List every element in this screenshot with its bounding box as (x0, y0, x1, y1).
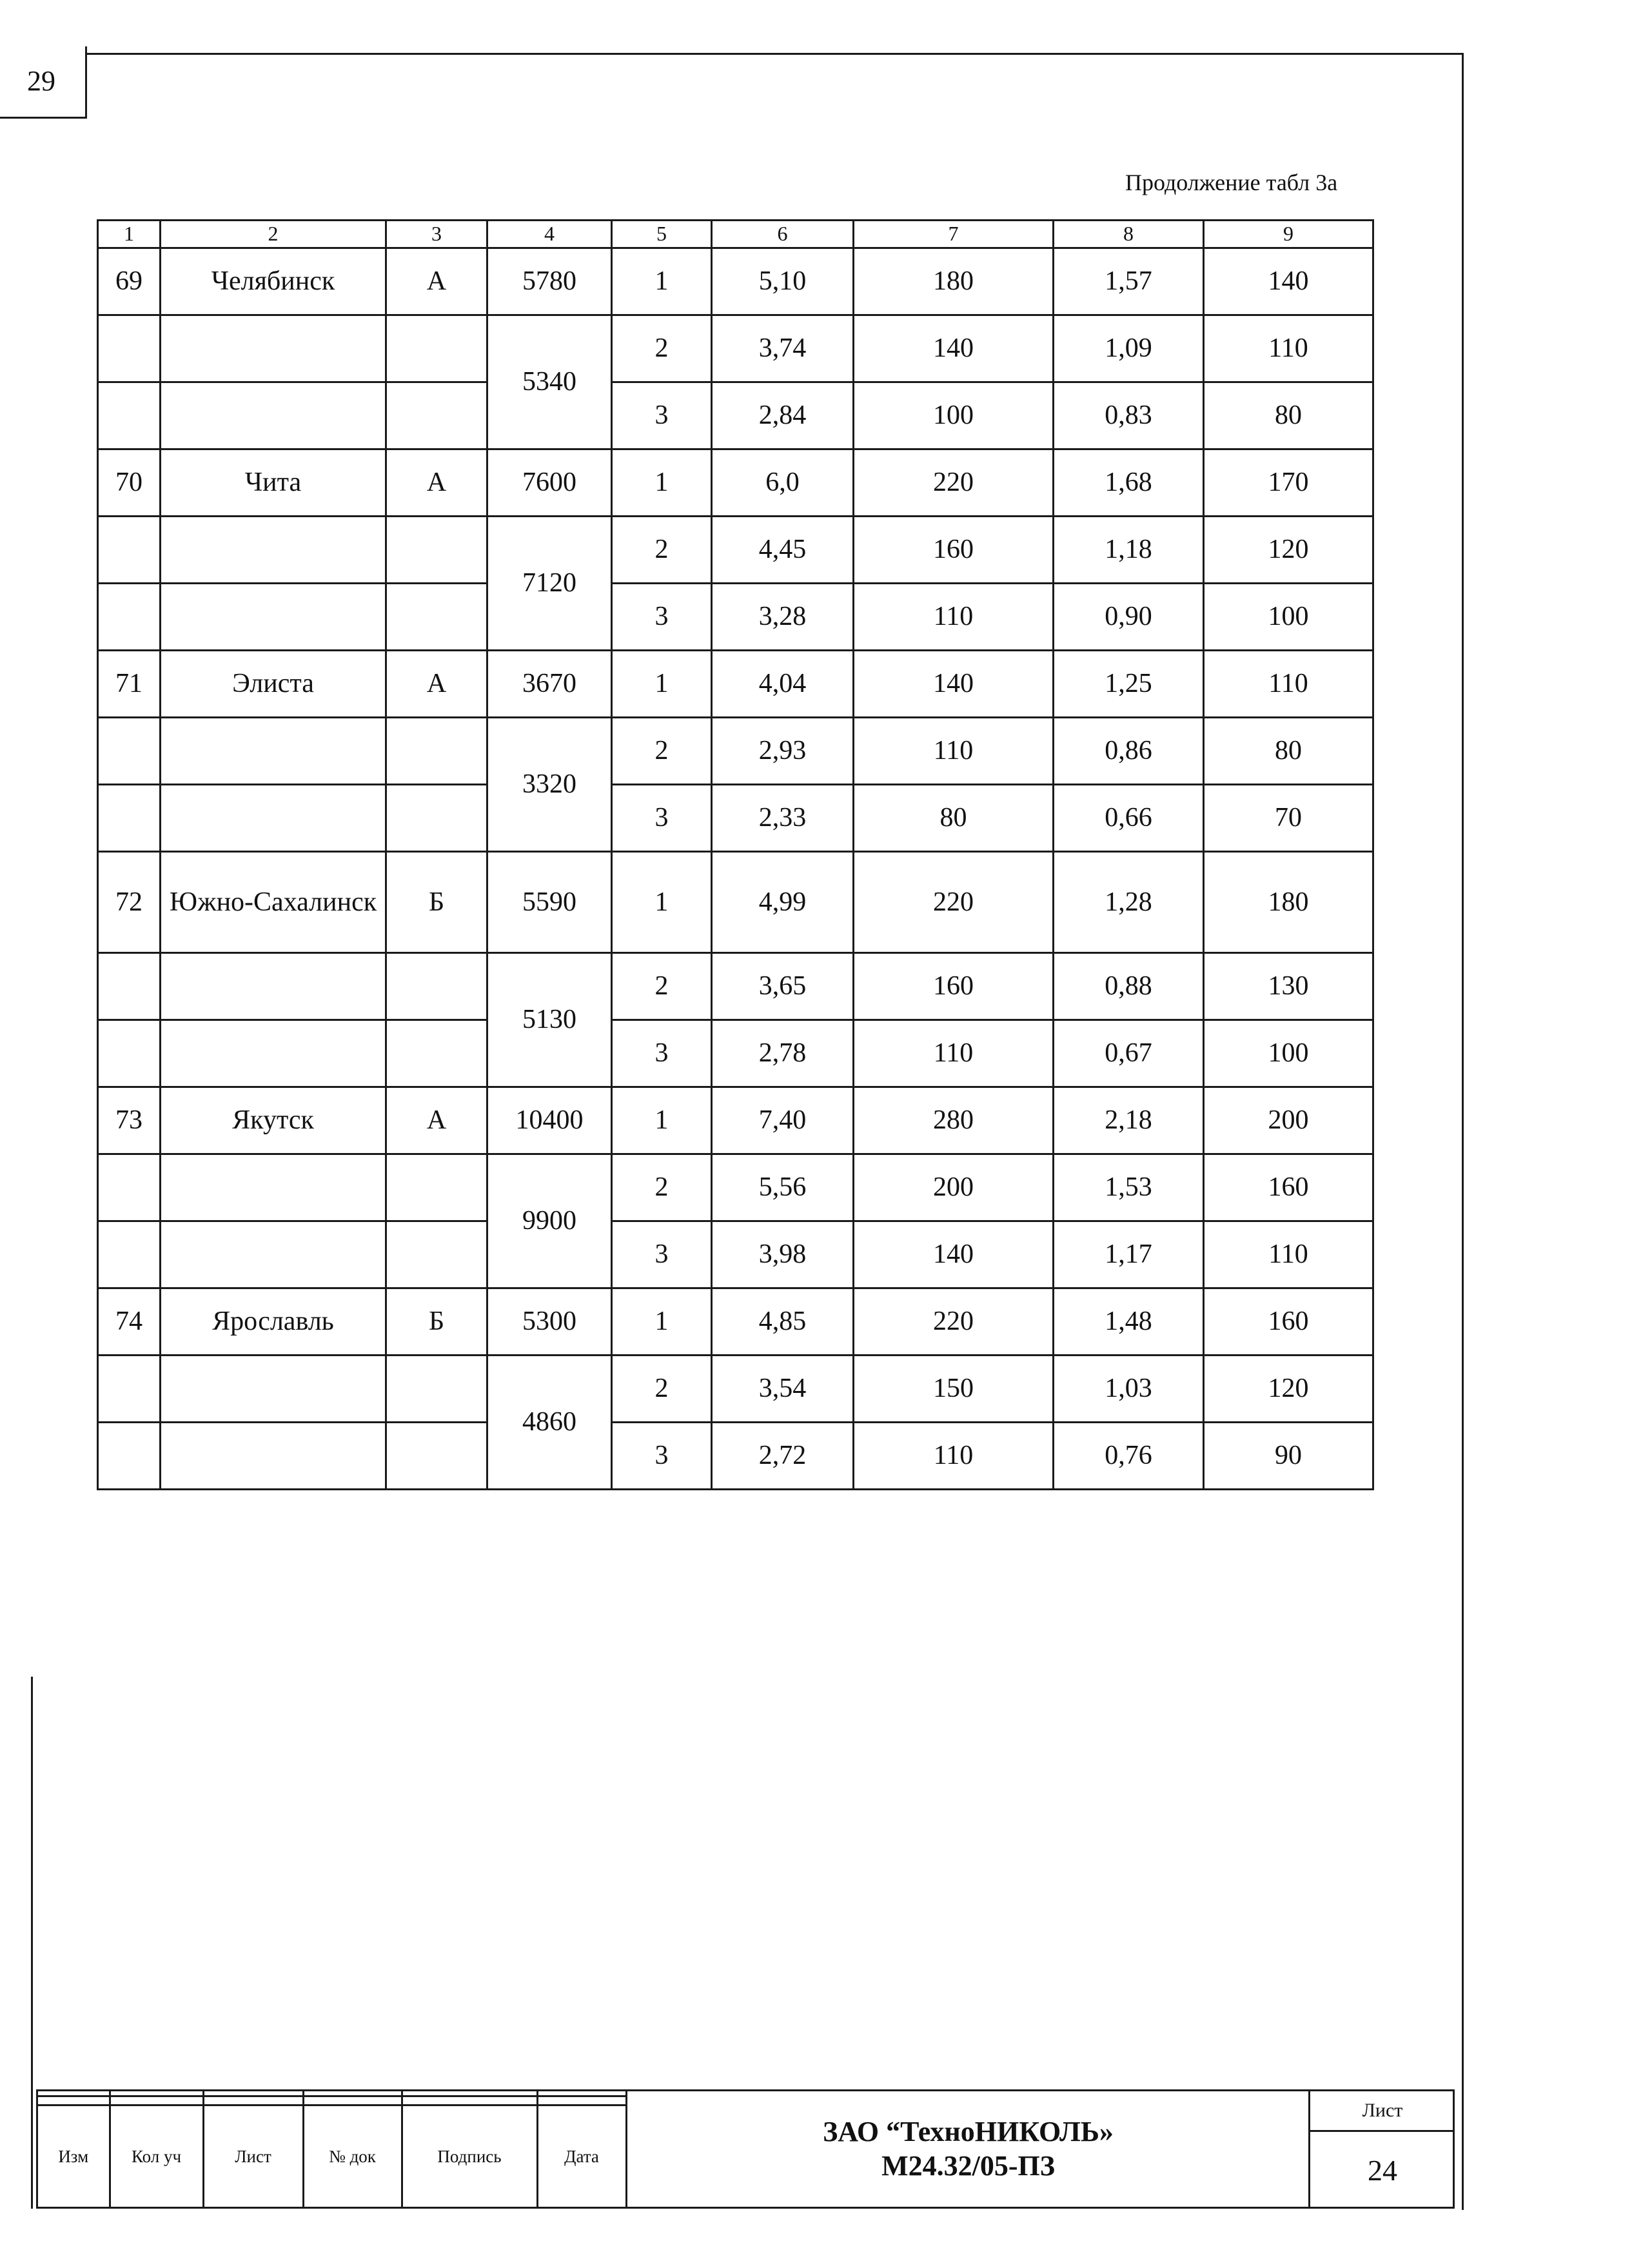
value-cell: 3,28 (712, 584, 854, 651)
city-name: Челябинск (161, 248, 386, 315)
value-cell: 3,65 (712, 953, 854, 1020)
column-number: 6 (712, 221, 854, 248)
value-cell: 110 (1204, 315, 1373, 382)
value-cell: 4,45 (712, 517, 854, 584)
col4-value: 9900 (487, 1154, 612, 1288)
stamp-label-izm: Изм (38, 2105, 110, 2207)
stamp-label-kol-uch: Кол уч (110, 2105, 203, 2207)
empty-cell (386, 517, 487, 584)
empty-cell (161, 1221, 386, 1288)
value-cell: 2,33 (712, 785, 854, 852)
empty-cell (386, 1356, 487, 1423)
zone-cell: Б (386, 1288, 487, 1356)
empty-cell (386, 1423, 487, 1490)
value-cell: 160 (1204, 1288, 1373, 1356)
company-name: ЗАО “ТехноНИКОЛЬ» (823, 2115, 1114, 2147)
empty-cell (386, 1154, 487, 1221)
sheet-box (1308, 2091, 1455, 2207)
table-row (98, 517, 1373, 584)
city-name: Ярославль (161, 1288, 386, 1356)
value-cell: 3 (612, 1020, 712, 1087)
value-cell: 7,40 (712, 1087, 854, 1154)
row-number: 74 (98, 1288, 161, 1356)
value-cell: 2 (612, 1154, 712, 1221)
data-table (97, 219, 1374, 1490)
value-cell: 2,84 (712, 382, 854, 449)
column-number: 7 (854, 221, 1054, 248)
col4-value: 4860 (487, 1356, 612, 1490)
value-cell: 200 (1204, 1087, 1373, 1154)
empty-cell (161, 1356, 386, 1423)
empty-cell (386, 1020, 487, 1087)
value-cell: 140 (854, 651, 1054, 718)
zone-cell: Б (386, 852, 487, 953)
col4-value: 3670 (487, 651, 612, 718)
value-cell: 1 (612, 1087, 712, 1154)
zone-cell: А (386, 449, 487, 517)
value-cell: 2 (612, 953, 712, 1020)
value-cell: 5,10 (712, 248, 854, 315)
empty-cell (161, 1423, 386, 1490)
value-cell: 0,90 (1054, 584, 1204, 651)
value-cell: 3,98 (712, 1221, 854, 1288)
stamp-cell (203, 2091, 303, 2096)
value-cell: 3 (612, 785, 712, 852)
value-cell: 110 (1204, 651, 1373, 718)
empty-cell (98, 315, 161, 382)
value-cell: 80 (1204, 382, 1373, 449)
value-cell: 1 (612, 1288, 712, 1356)
stamp-title (628, 2091, 1308, 2207)
table-row (98, 584, 1373, 651)
city-name: Южно-Сахалинск (161, 852, 386, 953)
city-name: Якутск (161, 1087, 386, 1154)
stamp-cell (537, 2096, 626, 2105)
value-cell: 80 (1204, 718, 1373, 785)
value-cell: 160 (854, 517, 1054, 584)
value-cell: 160 (1204, 1154, 1373, 1221)
value-cell: 140 (854, 1221, 1054, 1288)
value-cell: 140 (854, 315, 1054, 382)
col4-value: 5300 (487, 1288, 612, 1356)
value-cell: 2 (612, 718, 712, 785)
value-cell: 180 (1204, 852, 1373, 953)
row-number: 72 (98, 852, 161, 953)
value-cell: 220 (854, 1288, 1054, 1356)
stamp-cell (402, 2096, 537, 2105)
value-cell: 130 (1204, 953, 1373, 1020)
stamp-cell (537, 2091, 626, 2096)
value-cell: 1,18 (1054, 517, 1204, 584)
empty-cell (98, 953, 161, 1020)
value-cell: 90 (1204, 1423, 1373, 1490)
empty-cell (386, 718, 487, 785)
empty-cell (161, 1154, 386, 1221)
value-cell: 2,18 (1054, 1087, 1204, 1154)
col4-value: 5590 (487, 852, 612, 953)
value-cell: 6,0 (712, 449, 854, 517)
empty-cell (98, 718, 161, 785)
value-cell: 100 (1204, 1020, 1373, 1087)
value-cell: 110 (854, 1423, 1054, 1490)
column-number: 9 (1204, 221, 1373, 248)
empty-cell (386, 315, 487, 382)
value-cell: 0,76 (1054, 1423, 1204, 1490)
table-caption: Продолжение табл 3а (1125, 170, 1338, 195)
value-cell: 220 (854, 449, 1054, 517)
empty-cell (98, 382, 161, 449)
table-row (98, 1356, 1373, 1423)
value-cell: 0,67 (1054, 1020, 1204, 1087)
empty-cell (386, 953, 487, 1020)
column-number: 3 (386, 221, 487, 248)
empty-cell (98, 1221, 161, 1288)
value-cell: 1 (612, 852, 712, 953)
table-row (98, 1221, 1373, 1288)
table-row (98, 1154, 1373, 1221)
sheet-label: Лист (1310, 2091, 1455, 2132)
stamp-label-doc-no: № док (303, 2105, 402, 2207)
value-cell: 2,72 (712, 1423, 854, 1490)
city-name: Элиста (161, 651, 386, 718)
table-row (98, 1423, 1373, 1490)
stamp-cell (110, 2096, 203, 2105)
value-cell: 5,56 (712, 1154, 854, 1221)
value-cell: 3 (612, 584, 712, 651)
value-cell: 0,88 (1054, 953, 1204, 1020)
empty-cell (98, 584, 161, 651)
value-cell: 110 (1204, 1221, 1373, 1288)
zone-cell: А (386, 1087, 487, 1154)
stamp-label-date: Дата (537, 2105, 626, 2207)
col4-value: 5780 (487, 248, 612, 315)
frame-top-line (87, 53, 1464, 55)
frame-right-line (1462, 53, 1464, 2210)
table-row (98, 852, 1373, 953)
value-cell: 1 (612, 248, 712, 315)
value-cell: 1,25 (1054, 651, 1204, 718)
value-cell: 3 (612, 1423, 712, 1490)
empty-cell (98, 517, 161, 584)
empty-cell (386, 382, 487, 449)
stamp-grid (38, 2091, 627, 2207)
value-cell: 110 (854, 1020, 1054, 1087)
empty-cell (161, 315, 386, 382)
empty-cell (386, 1221, 487, 1288)
table-row (98, 1087, 1373, 1154)
value-cell: 1,68 (1054, 449, 1204, 517)
col4-value: 5130 (487, 953, 612, 1087)
row-number: 71 (98, 651, 161, 718)
zone-cell: А (386, 248, 487, 315)
value-cell: 1,28 (1054, 852, 1204, 953)
col4-value: 5340 (487, 315, 612, 449)
frame-left-line (31, 1677, 33, 2209)
document-code: М24.32/05-ПЗ (881, 2149, 1055, 2182)
value-cell: 170 (1204, 449, 1373, 517)
value-cell: 4,85 (712, 1288, 854, 1356)
zone-cell: А (386, 651, 487, 718)
value-cell: 3 (612, 382, 712, 449)
column-number: 5 (612, 221, 712, 248)
column-number-row (98, 221, 1373, 248)
col4-value: 3320 (487, 718, 612, 852)
value-cell: 1 (612, 449, 712, 517)
value-cell: 2 (612, 517, 712, 584)
table-row (98, 315, 1373, 382)
value-cell: 1,57 (1054, 248, 1204, 315)
table-row (98, 785, 1373, 852)
value-cell: 0,66 (1054, 785, 1204, 852)
value-cell: 110 (854, 584, 1054, 651)
empty-cell (98, 1356, 161, 1423)
empty-cell (98, 785, 161, 852)
value-cell: 70 (1204, 785, 1373, 852)
empty-cell (161, 584, 386, 651)
value-cell: 150 (854, 1356, 1054, 1423)
value-cell: 140 (1204, 248, 1373, 315)
empty-cell (161, 718, 386, 785)
value-cell: 3 (612, 1221, 712, 1288)
table-row (98, 382, 1373, 449)
value-cell: 120 (1204, 1356, 1373, 1423)
value-cell: 2,78 (712, 1020, 854, 1087)
table-row (98, 718, 1373, 785)
empty-cell (161, 953, 386, 1020)
row-number: 70 (98, 449, 161, 517)
empty-cell (161, 1020, 386, 1087)
empty-cell (161, 382, 386, 449)
row-number: 69 (98, 248, 161, 315)
empty-cell (98, 1423, 161, 1490)
value-cell: 0,86 (1054, 718, 1204, 785)
value-cell: 4,04 (712, 651, 854, 718)
value-cell: 2 (612, 315, 712, 382)
table-row (98, 1020, 1373, 1087)
col4-value: 7120 (487, 517, 612, 651)
stamp-cell (110, 2091, 203, 2096)
value-cell: 1,17 (1054, 1221, 1204, 1288)
stamp-cell (303, 2091, 402, 2096)
empty-cell (161, 785, 386, 852)
column-number: 1 (98, 221, 161, 248)
value-cell: 2 (612, 1356, 712, 1423)
value-cell: 220 (854, 852, 1054, 953)
value-cell: 160 (854, 953, 1054, 1020)
col4-value: 7600 (487, 449, 612, 517)
value-cell: 3,54 (712, 1356, 854, 1423)
table-row (98, 449, 1373, 517)
value-cell: 1,09 (1054, 315, 1204, 382)
stamp-cell (303, 2096, 402, 2105)
stamp-label-signature: Подпись (402, 2105, 537, 2207)
value-cell: 100 (1204, 584, 1373, 651)
column-number: 8 (1054, 221, 1204, 248)
value-cell: 0,83 (1054, 382, 1204, 449)
table-row (98, 1288, 1373, 1356)
value-cell: 1,48 (1054, 1288, 1204, 1356)
column-number: 2 (161, 221, 386, 248)
value-cell: 280 (854, 1087, 1054, 1154)
row-number: 73 (98, 1087, 161, 1154)
value-cell: 200 (854, 1154, 1054, 1221)
empty-cell (98, 1020, 161, 1087)
value-cell: 1 (612, 651, 712, 718)
sheet-number: 24 (1368, 2154, 1397, 2187)
table-row (98, 953, 1373, 1020)
col4-value: 10400 (487, 1087, 612, 1154)
value-cell: 100 (854, 382, 1054, 449)
empty-cell (386, 785, 487, 852)
value-cell: 120 (1204, 517, 1373, 584)
table-row (98, 248, 1373, 315)
table-row (98, 651, 1373, 718)
column-number: 4 (487, 221, 612, 248)
empty-cell (161, 517, 386, 584)
stamp-cell (38, 2096, 110, 2105)
corner-number: 29 (27, 65, 55, 97)
stamp-cell (203, 2096, 303, 2105)
stamp-cell (402, 2091, 537, 2096)
title-block (36, 2089, 1455, 2209)
city-name: Чита (161, 449, 386, 517)
value-cell: 3,74 (712, 315, 854, 382)
value-cell: 1,53 (1054, 1154, 1204, 1221)
empty-cell (386, 584, 487, 651)
stamp-label-list: Лист (203, 2105, 303, 2207)
empty-cell (98, 1154, 161, 1221)
stamp-cell (38, 2091, 110, 2096)
value-cell: 2,93 (712, 718, 854, 785)
value-cell: 1,03 (1054, 1356, 1204, 1423)
value-cell: 110 (854, 718, 1054, 785)
value-cell: 4,99 (712, 852, 854, 953)
value-cell: 80 (854, 785, 1054, 852)
value-cell: 180 (854, 248, 1054, 315)
